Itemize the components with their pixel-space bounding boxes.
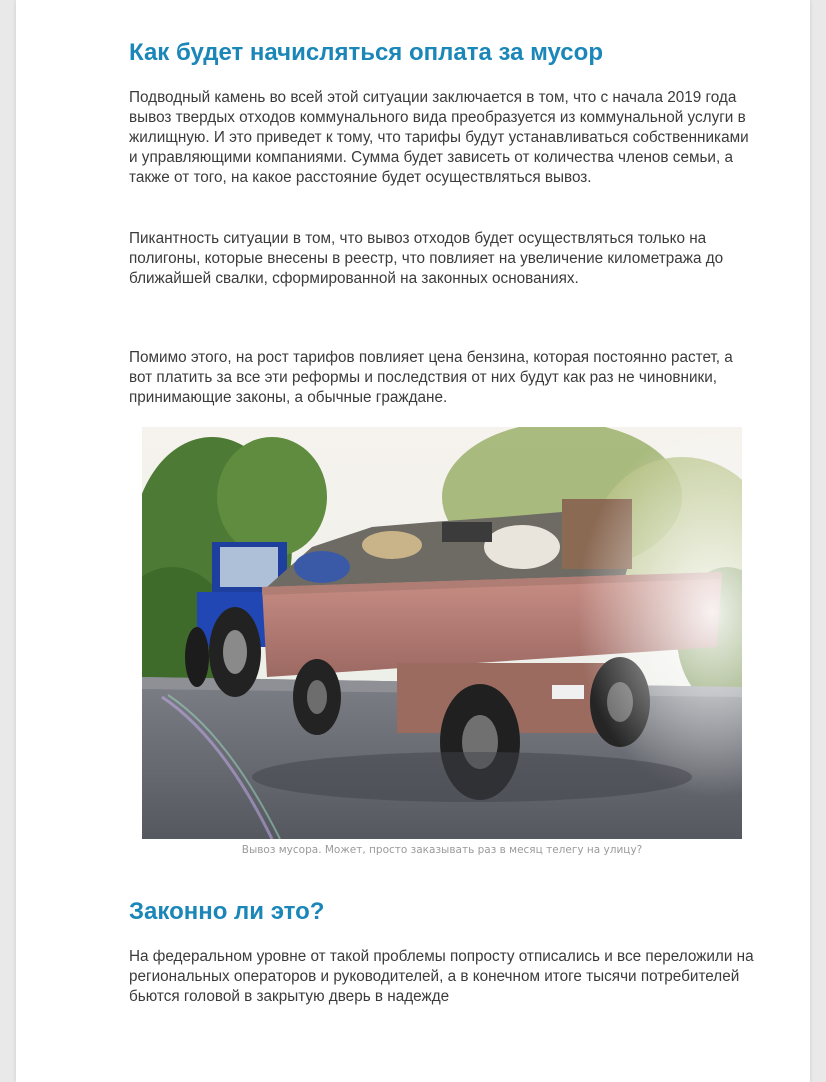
paragraph: На федеральном уровне от такой проблемы попросту отписались и все переложили на региональных операторов и руководителей, а в конечном итоге тысячи потребителей бьются головой в закрытую дверь в надежде — [129, 948, 754, 1005]
photo-caption: Вывоз мусора. Может, просто заказывать раз в месяц телегу на улицу? — [241, 844, 643, 856]
paragraph: Помимо этого, на рост тарифов повлияет цена бензина, которая постоянно растет, а вот платить за все эти реформы и последствия от них будут как раз не чиновники, принимающие законы, а обычные граждане. — [129, 349, 733, 406]
article-page — [16, 0, 810, 1082]
paragraph: Подводный камень во всей этой ситуации заключается в том, что с начала 2019 года вывоз твердых отходов коммунального вида преобразуется из коммунальной услуги в жилищную. И это приведет к тому, что тарифы будут устанавливаться собственниками и управляющими компаниями. Сумма будет зависеть от количества членов семьи, а также от того, на какое расстояние будет осуществляться вывоз. — [129, 89, 749, 186]
paragraph: Пикантность ситуации в том, что вывоз отходов будет осуществляться только на полигоны, которые внесены в реестр, что повлияет на увеличение километража до ближайшей свалки, сформированной на законных основаниях. — [129, 230, 724, 287]
section-title-payment: Как будет начисляться оплата за мусор — [129, 39, 603, 66]
section-title-legality: Законно ли это? — [129, 898, 325, 925]
article-photo-tractor-trailer — [142, 427, 742, 839]
